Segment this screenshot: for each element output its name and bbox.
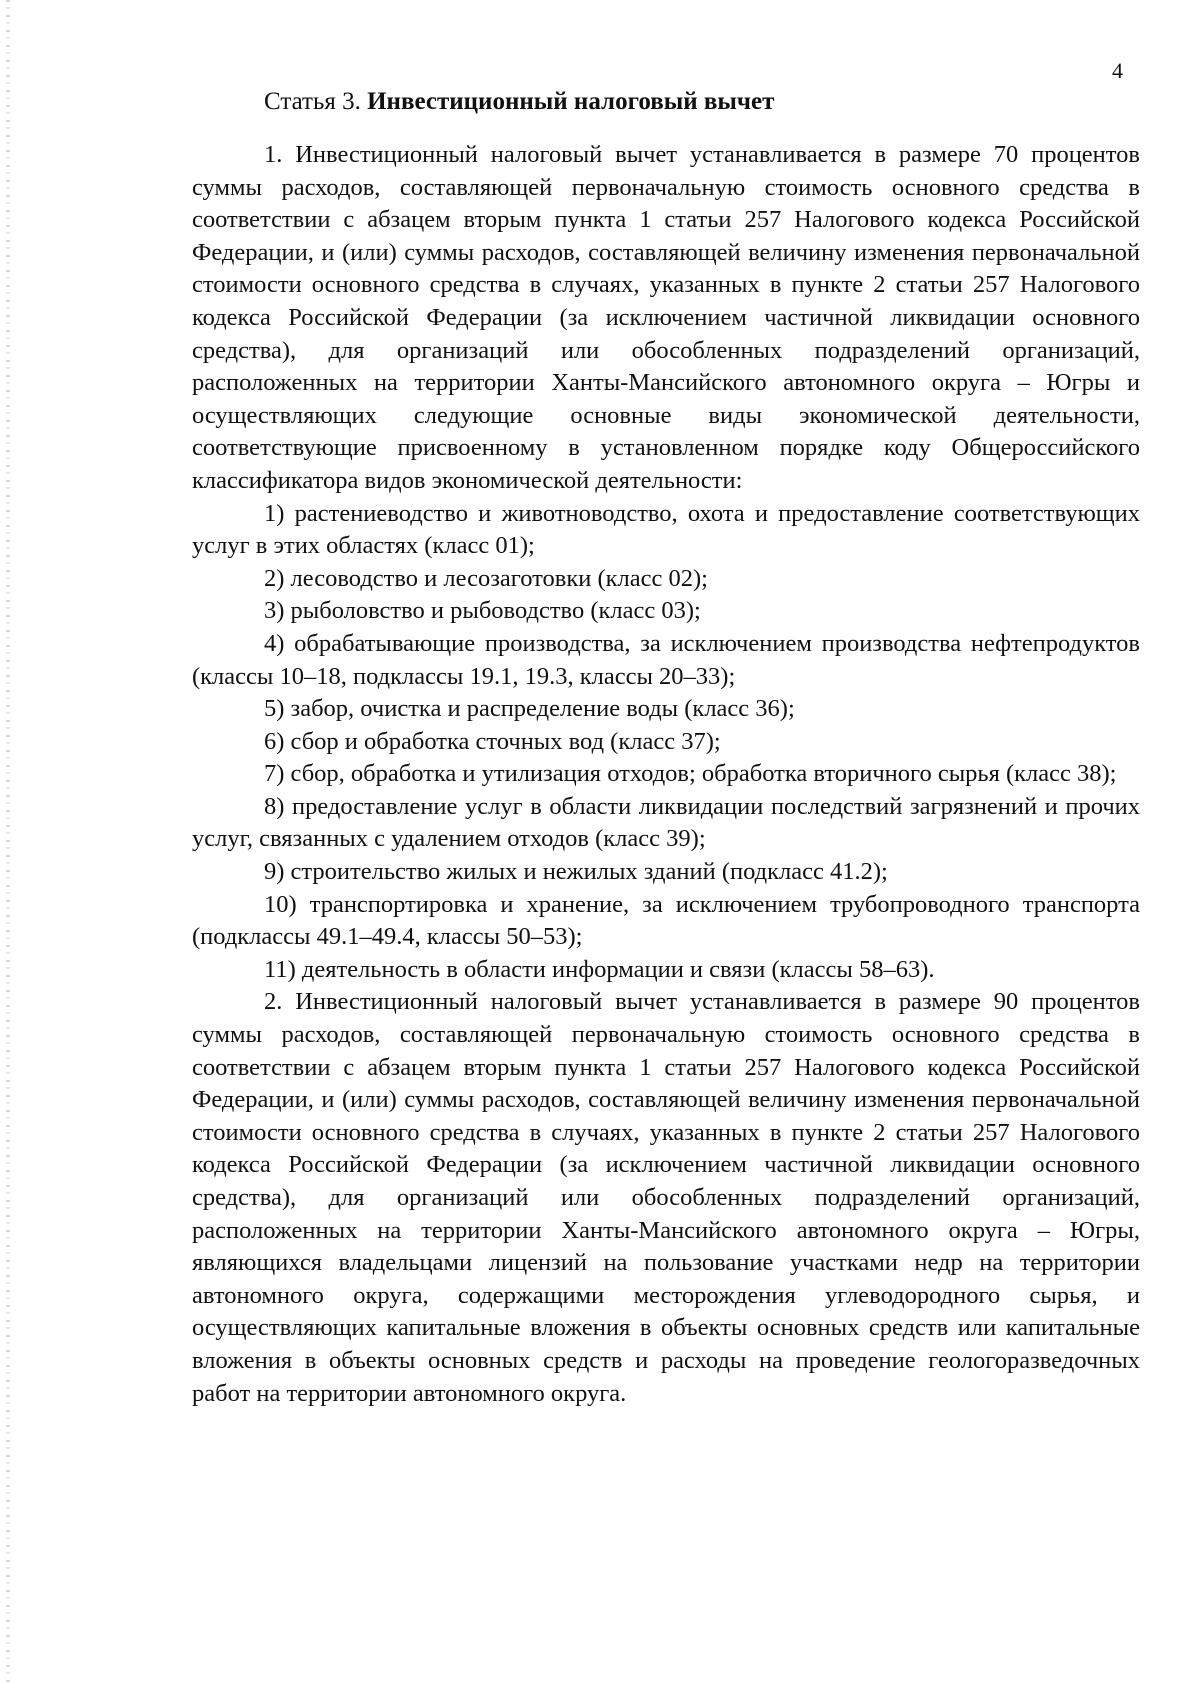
list-item-2: 2) лесоводство и лесозаготовки (класс 02); — [264, 564, 708, 592]
document-page — [192, 86, 1140, 1410]
article-title: Инвестиционный налоговый вычет — [367, 88, 775, 115]
list-item-7: 7) сбор, обработка и утилизация отходов; обработка вторичного сырья (класс 38); — [264, 760, 1117, 788]
list-item-11: 11) деятельность в области информации и связи (классы 58–63). — [264, 955, 935, 983]
list-item-10: 10) транспортировка и хранение, за исключением трубопроводного транспорта (подклассы 49.1–49.4, классы 50–53); — [192, 890, 1140, 951]
paragraph-1: 1. Инвестиционный налоговый вычет устанавливается в размере 70 процентов суммы расходов, составляющей первоначальную стоимость основного средства в соответствии с абзацем вторым пункта 1 статьи 257 Налогового кодекса Российской Федерации, и (или) суммы расходов, составляющей величину изменения первоначальной стоимости основного средства в случаях, указанных в пункте 2 статьи 257 Налогового кодекса Российской Федерации (за исключением частичной ликвидации основного средства), для организаций или обособленных подразделений организаций, расположенных на территории Ханты-Мансийского автономного округа – Югры и осуществляющих следующие основные виды экономической деятельности, соответствующие присвоенному в установленном порядке коду Общероссийского классификатора видов экономической деятельности: — [192, 141, 1140, 494]
list-item-6: 6) сбор и обработка сточных вод (класс 37); — [264, 727, 721, 755]
list-item-3: 3) рыболовство и рыбоводство (класс 03); — [264, 597, 701, 625]
list-item-5: 5) забор, очистка и распределение воды (класс 36); — [264, 695, 795, 723]
list-item-9: 9) строительство жилых и нежилых зданий (подкласс 41.2); — [264, 858, 888, 886]
scan-edge-artifact — [6, 0, 10, 1683]
list-item-4: 4) обрабатывающие производства, за исключением производства нефтепродуктов (классы 10–18, подклассы 19.1, 19.3, классы 20–33); — [192, 629, 1140, 690]
article-number: Статья 3. — [264, 88, 361, 115]
list-item-1: 1) растениеводство и животноводство, охота и предоставление соответствующих услуг в этих областях (класс 01); — [192, 499, 1140, 560]
list-item-8: 8) предоставление услуг в области ликвидации последствий загрязнений и прочих услуг, связанных с удалением отходов (класс 39); — [192, 792, 1140, 853]
article-heading — [264, 86, 1140, 118]
page-number: 4 — [1112, 58, 1123, 83]
paragraph-2: 2. Инвестиционный налоговый вычет устанавливается в размере 90 процентов суммы расходов, составляющей первоначальную стоимость основного средства в соответствии с абзацем вторым пункта 1 статьи 257 Налогового кодекса Российской Федерации, и (или) суммы расходов, составляющей величину изменения первоначальной стоимости основного средства в случаях, указанных в пункте 2 статьи 257 Налогового кодекса Российской Федерации (за исключением частичной ликвидации основного средства), для организаций или обособленных подразделений организаций, расположенных на территории Ханты-Мансийского автономного округа – Югры, являющихся владельцами лицензий на пользование участками недр на территории автономного округа, содержащими месторождения углеводородного сырья, и осуществляющих капитальные вложения в объекты основных средств или капитальные вложения в объекты основных средств и расходы на проведение геологоразведочных работ на территории автономного округа. — [192, 988, 1140, 1407]
